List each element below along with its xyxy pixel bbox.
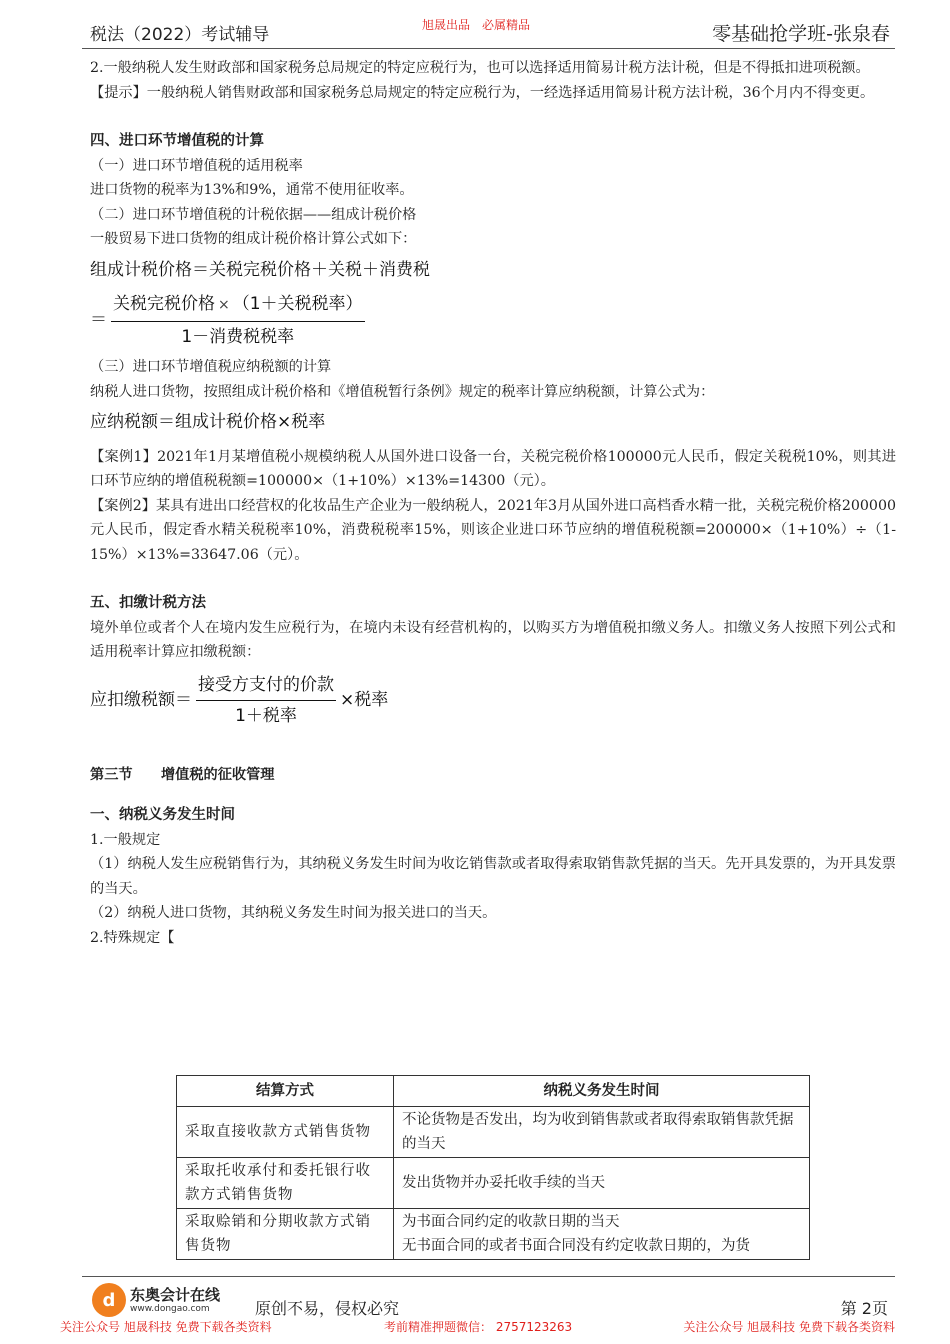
paragraph-tip: 【提示】一般纳税人销售财政部和国家税务总局规定的特定应税行为，一经选择适用简易计税方法计税，36个月内不得变更。 bbox=[90, 84, 875, 101]
subheading-general-rules: 1.一般规定 bbox=[90, 831, 161, 848]
header-course-title: 税法（2022）考试辅导 bbox=[90, 25, 270, 45]
fraction bbox=[111, 292, 365, 349]
header-class-name: 零基础抢学班-张泉春 bbox=[712, 23, 890, 45]
footer-promo-right: 关注公众号 旭晟科技 免费下载各类资料 bbox=[683, 1320, 895, 1334]
footer-promo-left: 关注公众号 旭晟科技 免费下载各类资料 bbox=[60, 1320, 272, 1334]
formula-equals: ＝ bbox=[90, 310, 107, 331]
paragraph-tax-payable: 纳税人进口货物，按照组成计税价格和《增值税暂行条例》规定的税率计算应纳税额，计算公式为： bbox=[90, 383, 715, 400]
table-cell: 采取托收承付和委托银行收款方式销售货物 bbox=[177, 1158, 394, 1209]
table-cell: 发出货物并办妥托收手续的当天 bbox=[394, 1158, 810, 1209]
paragraph-withholding: 境外单位或者个人在境内发生应税行为，在境内未设有经营机构的，以购买方为增值税扣缴义务人。扣缴义务人按照下列公式和适用税率计算应扣缴税额： bbox=[90, 619, 896, 660]
table-header-row bbox=[177, 1076, 810, 1107]
table-header-cell: 纳税义务发生时间 bbox=[394, 1076, 810, 1107]
table-cell: 采取赊销和分期收款方式销售货物 bbox=[177, 1209, 394, 1260]
case-2: 【案例2】某具有进出口经营权的化妆品生产企业为一般纳税人，2021年3月从国外进口高档香水精一批，关税完税价格200000元人民币，假定香水精关税税率10%，消费税税率15%，则该企业进口环节应纳的增值税税额=200000×（1+10%）÷（1-15%）×13%=33647.06（元）。 bbox=[90, 497, 896, 563]
case-1: 【案例1】2021年1月某增值税小规模纳税人从国外进口设备一台，关税完税价格100000元人民币，假定关税税10%，则其进口环节应纳的增值税税额=100000×（1+10%）×13%=14300（元）。 bbox=[90, 448, 896, 489]
table-row bbox=[177, 1209, 810, 1260]
chapter-section-title: 第三节 增值税的征收管理 bbox=[90, 766, 275, 783]
dongao-logo bbox=[92, 1283, 220, 1317]
paragraph-general-rule-1: （1）纳税人发生应税销售行为，其纳税义务发生时间为收讫销售款或者取得索取销售款凭据的当天。先开具发票的，为开具发票的当天。 bbox=[90, 856, 896, 897]
paragraph-general-rule-2: （2）纳税人进口货物，其纳税义务发生时间为报关进口的当天。 bbox=[90, 905, 497, 921]
formula-withholding bbox=[90, 673, 896, 729]
section-heading-tax-obligation-time: 一、纳税义务发生时间 bbox=[90, 807, 235, 823]
header-slogan: 旭晟出品 必属精品 bbox=[422, 18, 531, 32]
logo-url: www.dongao.com bbox=[130, 1303, 210, 1314]
formula-withholding-lhs: 应扣缴税额＝ bbox=[90, 690, 192, 711]
fraction-denominator: 1－消费税税率 bbox=[181, 326, 295, 347]
subheading-tax-payable: （三）进口环节增值税应纳税额的计算 bbox=[90, 359, 332, 375]
formula-tax-payable: 应纳税额＝组成计税价格×税率 bbox=[90, 412, 326, 432]
table-row bbox=[177, 1158, 810, 1209]
footer-divider bbox=[82, 1276, 895, 1277]
section-heading-import-vat: 四、进口环节增值税的计算 bbox=[90, 133, 264, 149]
paragraph-rate: 进口货物的税率为13%和9%，通常不使用征收率。 bbox=[90, 182, 414, 198]
subheading-rate: （一）进口环节增值税的适用税率 bbox=[90, 157, 303, 174]
fraction-denominator: 1＋税率 bbox=[235, 706, 297, 726]
logo-name: 东奥会计在线 bbox=[130, 1285, 221, 1304]
logo-icon: d bbox=[92, 1283, 126, 1317]
paragraph-tax-basis: 一般贸易下进口货物的组成计税价格计算公式如下： bbox=[90, 231, 417, 247]
header-divider bbox=[82, 48, 895, 49]
table-cell: 采取直接收款方式销售货物 bbox=[177, 1107, 394, 1158]
table-cell: 不论货物是否发出，均为收到销售款或者取得索取销售款凭据的当天 bbox=[394, 1107, 810, 1158]
settlement-table bbox=[176, 1075, 810, 1260]
paragraph-simplified-method: 2.一般纳税人发生财政部和国家税务总局规定的特定应税行为，也可以选择适用简易计税方法计税，但是不得抵扣进项税额。 bbox=[90, 60, 870, 76]
formula-withholding-rhs: ×税率 bbox=[340, 690, 389, 711]
fraction bbox=[196, 673, 336, 729]
footer-motto: 原创不易，侵权必究 bbox=[255, 1299, 400, 1318]
footer-promo-middle: 考前精准押题微信： 2757123263 bbox=[384, 1320, 573, 1334]
section-heading-withholding: 五、扣缴计税方法 bbox=[90, 595, 206, 611]
page-number: 第 2页 bbox=[840, 1299, 888, 1318]
subheading-special-rules: 2.特殊规定【 bbox=[90, 929, 175, 946]
document-body bbox=[90, 56, 896, 950]
formula-composite-price: 组成计税价格＝关税完税价格＋关税＋消费税 bbox=[90, 259, 430, 280]
fraction-numerator: 关税完税价格 × （1＋关税税率） bbox=[111, 292, 365, 322]
subheading-tax-basis: （二）进口环节增值税的计税依据——组成计税价格 bbox=[90, 206, 417, 223]
formula-composite-price-fraction bbox=[90, 292, 896, 349]
table-cell: 为书面合同约定的收款日期的当天 无书面合同的或者书面合同没有约定收款日期的，为货 bbox=[394, 1209, 810, 1260]
fraction-numerator: 接受方支付的价款 bbox=[196, 673, 336, 702]
table-row bbox=[177, 1107, 810, 1158]
table-header-cell: 结算方式 bbox=[177, 1076, 394, 1107]
